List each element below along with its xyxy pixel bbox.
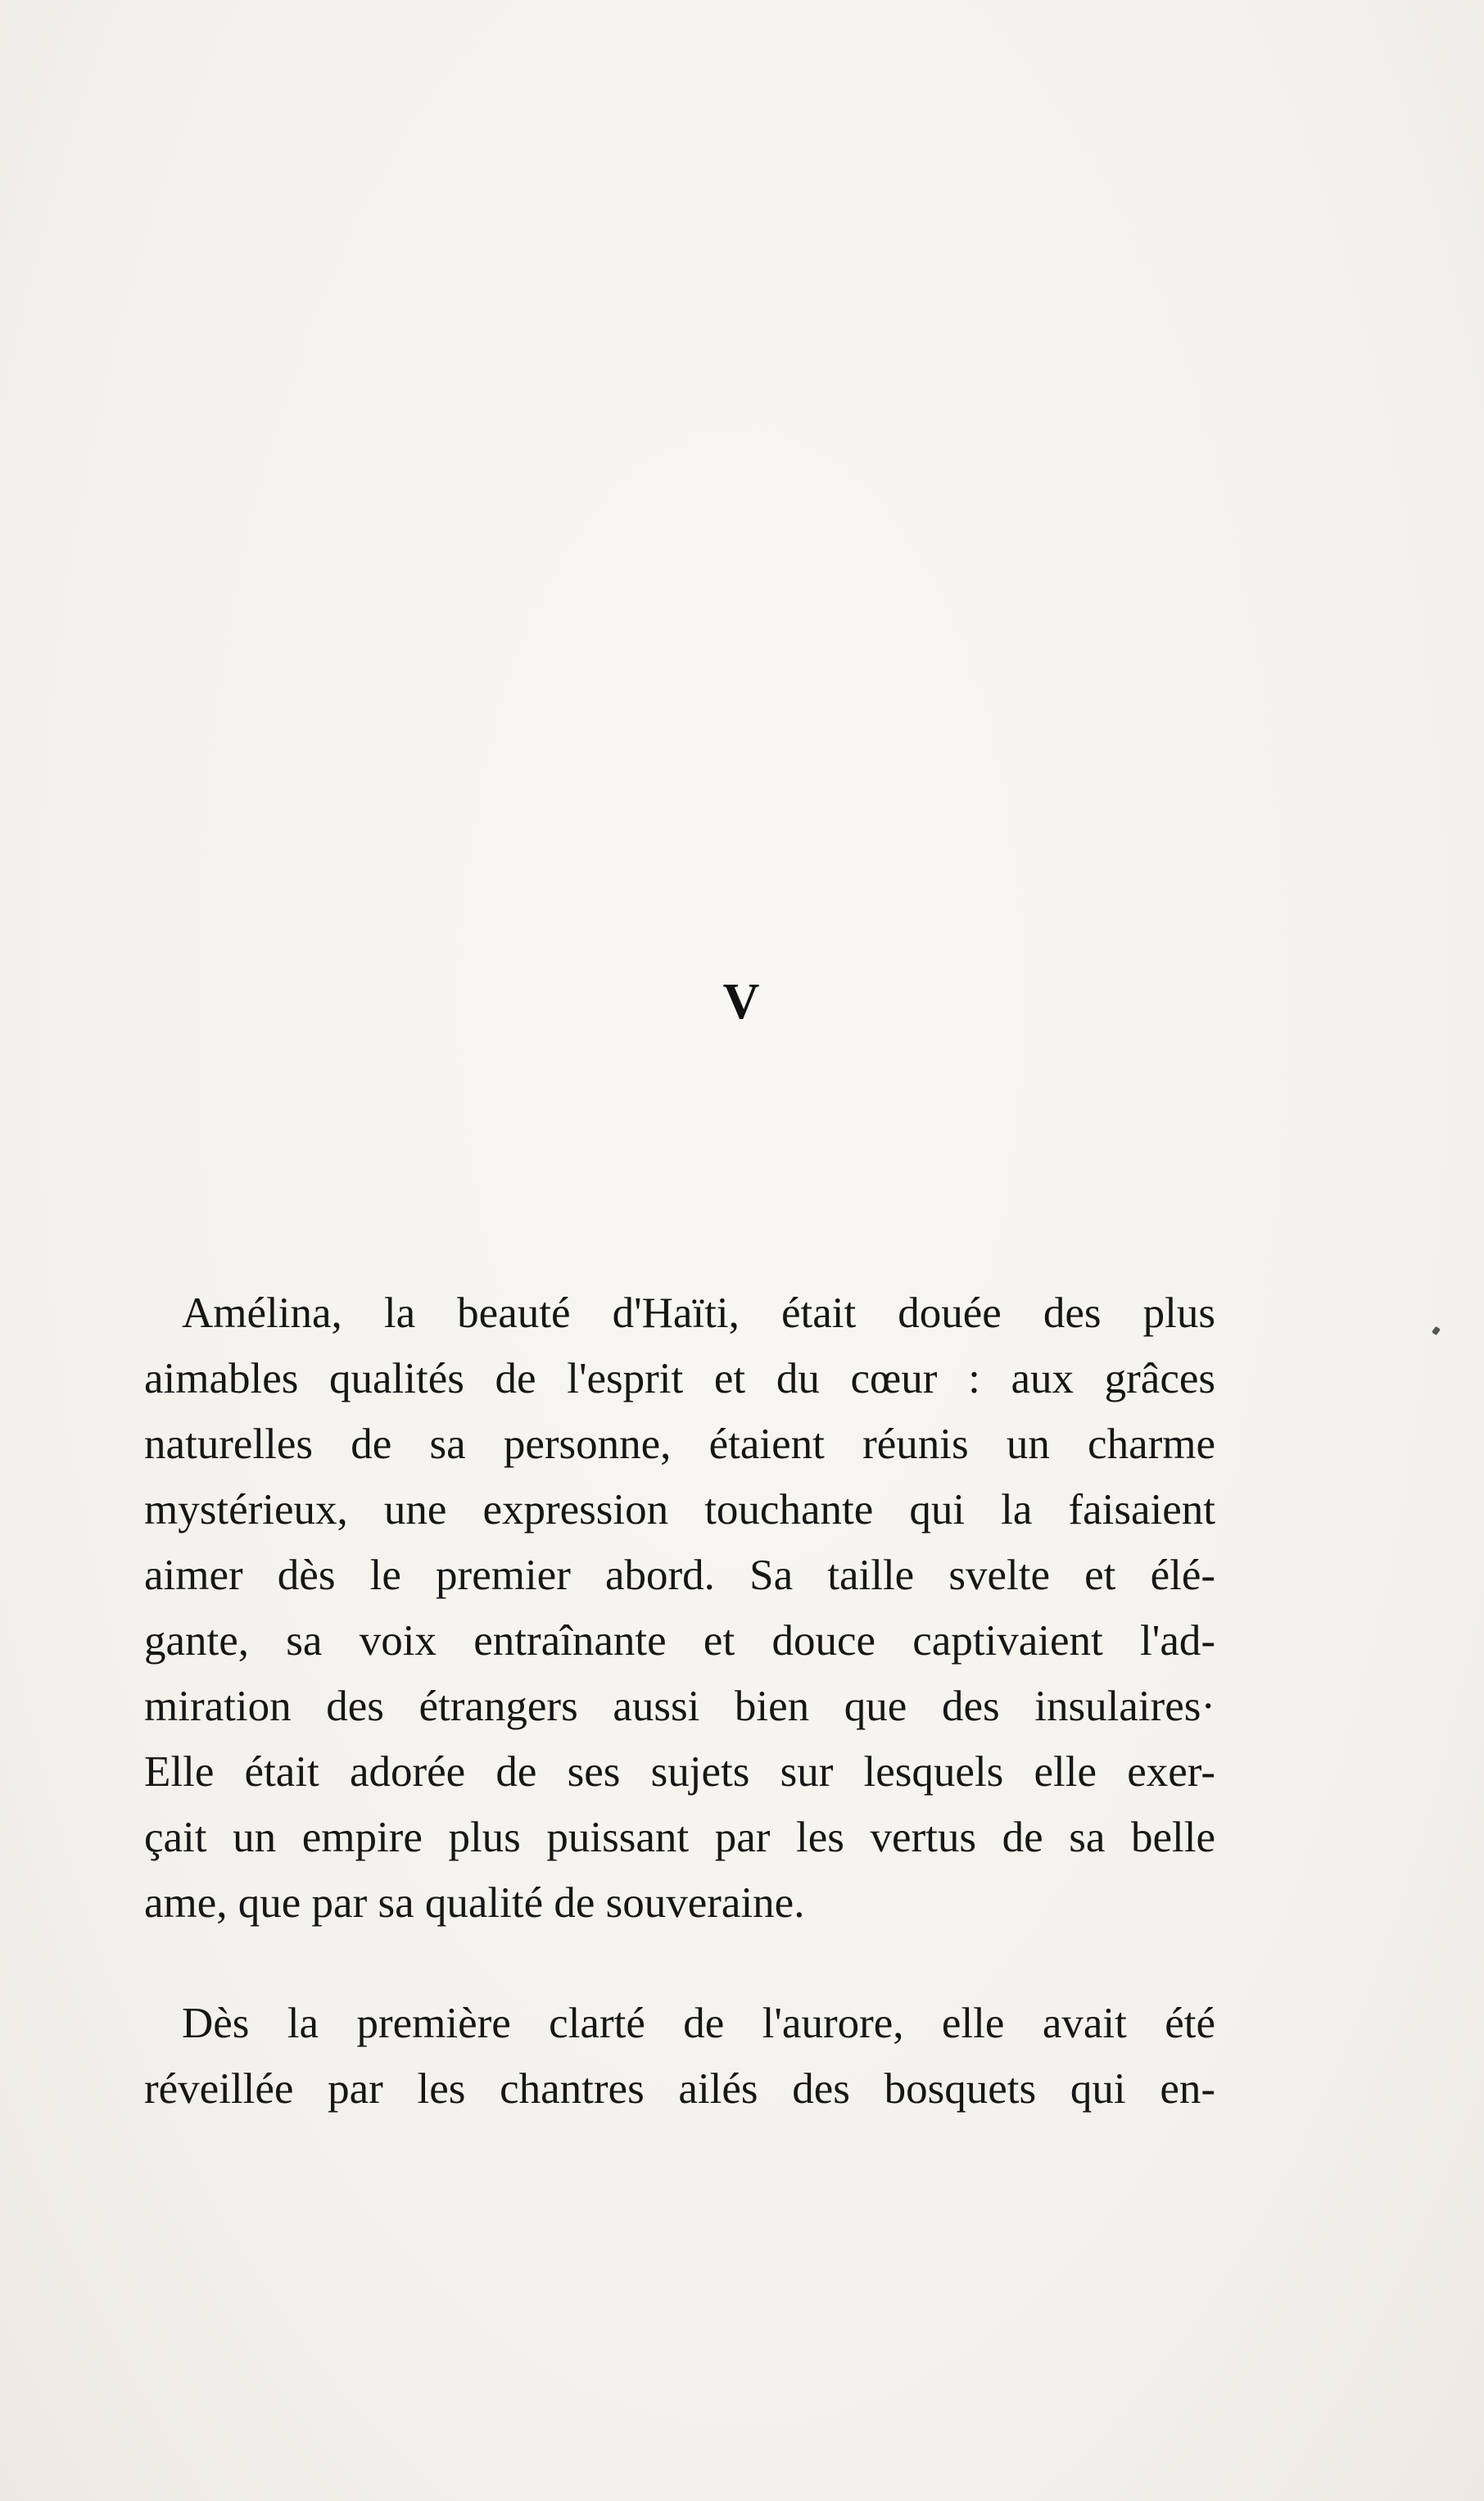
text-line: réveillée par les chantres ailés des bosquets qui en- — [144, 2065, 1215, 2113]
text-line: naturelles de sa personne, étaient réunis un charme — [144, 1420, 1215, 1468]
text-line: miration des étrangers aussi bien que des insulaires· — [144, 1683, 1215, 1730]
chapter-heading: V — [722, 974, 762, 1030]
text-line: aimer dès le premier abord. Sa taille svelte et élé- — [144, 1552, 1215, 1599]
text-line: mystérieux, une expression touchante qui la faisaient — [144, 1486, 1215, 1534]
text-line: aimables qualités de l'esprit et du cœur : aux grâces — [144, 1355, 1215, 1402]
paragraph-2 — [144, 1991, 1215, 2122]
text-line: çait un empire plus puissant par les vertus de sa belle — [144, 1814, 1215, 1861]
text-line: gante, sa voix entraînante et douce captivaient l'ad- — [144, 1617, 1215, 1665]
paragraph-1 — [144, 1280, 1215, 1936]
text-line: Dès la première clarté de l'aurore, elle avait été — [182, 2000, 1215, 2047]
ink-speck — [1432, 1326, 1441, 1335]
text-line: Amélina, la beauté d'Haïti, était douée des plus — [182, 1289, 1215, 1337]
text-line: Elle était adorée de ses sujets sur lesquels elle exer- — [144, 1748, 1215, 1796]
text-line: ame, que par sa qualité de souveraine. — [144, 1879, 805, 1927]
